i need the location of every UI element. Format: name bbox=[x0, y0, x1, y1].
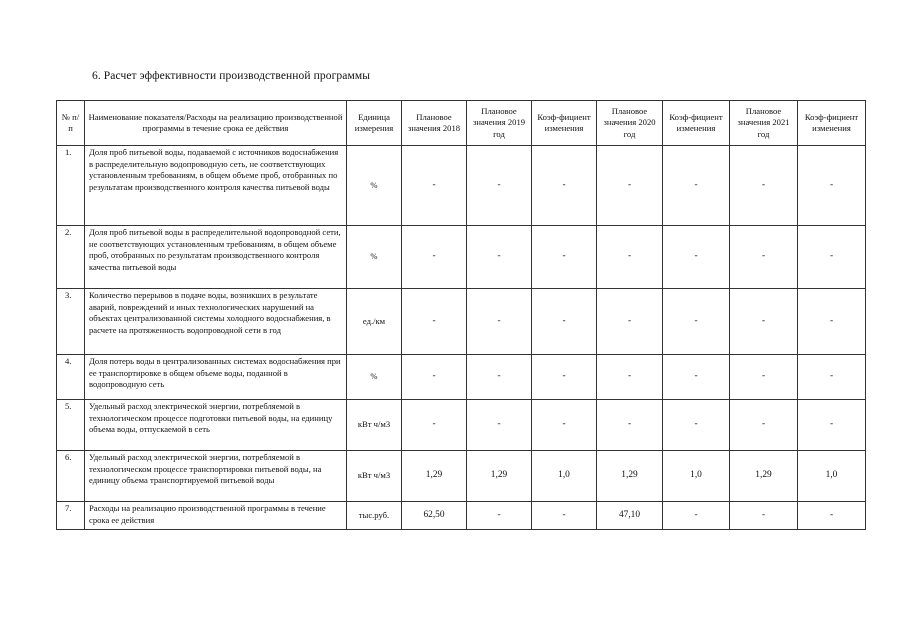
row-number: 1. bbox=[57, 146, 85, 226]
row-unit: % bbox=[347, 146, 402, 226]
row-value: - bbox=[663, 400, 730, 451]
row-value: 1,0 bbox=[663, 451, 730, 502]
row-indicator-name: Доля потерь воды в централизованных системах водоснабжения при ее транспортировке в общем объеме воды, поданной в водопроводную сеть bbox=[85, 355, 347, 400]
row-unit: % bbox=[347, 226, 402, 289]
row-value: - bbox=[532, 502, 597, 530]
row-number: 5. bbox=[57, 400, 85, 451]
header-num: № п/п bbox=[57, 101, 85, 146]
row-value: - bbox=[402, 146, 467, 226]
row-value: - bbox=[467, 502, 532, 530]
row-value: - bbox=[532, 146, 597, 226]
row-value: - bbox=[798, 226, 866, 289]
table-row bbox=[57, 289, 866, 355]
row-number: 3. bbox=[57, 289, 85, 355]
row-value: - bbox=[467, 289, 532, 355]
row-indicator-name: Количество перерывов в подаче воды, возникших в результате аварий, повреждений и иных технологических нарушений на объектах централизованной системы холодного водоснабжения, в расчете на протяженность водопроводной сети в год bbox=[85, 289, 347, 355]
row-value: - bbox=[663, 289, 730, 355]
row-value: - bbox=[597, 226, 663, 289]
row-value: - bbox=[467, 226, 532, 289]
section-title: 6. Расчет эффективности производственной программы bbox=[92, 70, 371, 82]
row-unit: кВт ч/м3 bbox=[347, 400, 402, 451]
header-name: Наименование показателя/Расходы на реализацию производственной программы в течение срока ее действия bbox=[85, 101, 347, 146]
header-row bbox=[57, 101, 866, 146]
row-value: - bbox=[730, 289, 798, 355]
row-value: - bbox=[597, 289, 663, 355]
row-value: - bbox=[532, 400, 597, 451]
row-number: 2. bbox=[57, 226, 85, 289]
row-value: - bbox=[663, 226, 730, 289]
row-value: - bbox=[597, 355, 663, 400]
header-plan-2021: Плановое значения 2021 год bbox=[730, 101, 798, 146]
row-value: 1,29 bbox=[730, 451, 798, 502]
row-value: - bbox=[798, 289, 866, 355]
header-plan-2019: Плановое значения 2019 год bbox=[467, 101, 532, 146]
row-value: - bbox=[798, 355, 866, 400]
row-value: - bbox=[532, 289, 597, 355]
row-value: - bbox=[402, 355, 467, 400]
row-value: 1,29 bbox=[467, 451, 532, 502]
header-coef-1: Коэф-фициент изменения bbox=[532, 101, 597, 146]
table-row bbox=[57, 400, 866, 451]
row-indicator-name: Доля проб питьевой воды в распределительной водопроводной сети, не соответствующих установленным требованиям, в общем объеме проб, отобранных по результатам производственного контроля качества питьевой воды bbox=[85, 226, 347, 289]
row-unit: тыс.руб. bbox=[347, 502, 402, 530]
header-unit: Единица измерения bbox=[347, 101, 402, 146]
row-value: - bbox=[402, 400, 467, 451]
header-coef-3: Коэф-фициент изменения bbox=[798, 101, 866, 146]
table-row bbox=[57, 226, 866, 289]
row-number: 6. bbox=[57, 451, 85, 502]
row-value: - bbox=[730, 502, 798, 530]
row-value: - bbox=[730, 226, 798, 289]
row-unit: кВт ч/м3 bbox=[347, 451, 402, 502]
row-value: - bbox=[663, 146, 730, 226]
row-value: - bbox=[467, 400, 532, 451]
row-value: - bbox=[467, 146, 532, 226]
row-number: 7. bbox=[57, 502, 85, 530]
row-value: - bbox=[597, 400, 663, 451]
row-indicator-name: Доля проб питьевой воды, подаваемой с источников водоснабжения в распределительную водопроводную сеть, не соответствующих установленным требованиям, в общем объеме проб, отобранных по результатам производственного контроля качества питьевой воды bbox=[85, 146, 347, 226]
table-row bbox=[57, 502, 866, 530]
table-row bbox=[57, 355, 866, 400]
row-value: 1,0 bbox=[532, 451, 597, 502]
row-value: - bbox=[532, 355, 597, 400]
header-coef-2: Коэф-фициент изменения bbox=[663, 101, 730, 146]
header-plan-2018: Плановое значения 2018 bbox=[402, 101, 467, 146]
row-value: 47,10 bbox=[597, 502, 663, 530]
row-value: 1,0 bbox=[798, 451, 866, 502]
row-value: - bbox=[467, 355, 532, 400]
row-value: - bbox=[663, 355, 730, 400]
table-row bbox=[57, 451, 866, 502]
row-value: - bbox=[597, 146, 663, 226]
row-number: 4. bbox=[57, 355, 85, 400]
row-indicator-name: Расходы на реализацию производственной программы в течение срока ее действия bbox=[85, 502, 347, 530]
row-value: - bbox=[798, 400, 866, 451]
row-unit: ед./км bbox=[347, 289, 402, 355]
row-value: - bbox=[798, 146, 866, 226]
row-value: - bbox=[798, 502, 866, 530]
row-value: - bbox=[402, 289, 467, 355]
table-row bbox=[57, 146, 866, 226]
row-value: 1,29 bbox=[597, 451, 663, 502]
row-value: - bbox=[730, 146, 798, 226]
row-value: 1,29 bbox=[402, 451, 467, 502]
row-indicator-name: Удельный расход электрической энергии, потребляемой в технологическом процессе транспортировки питьевой воды, на единицу объема транспортируемой питьевой воды bbox=[85, 451, 347, 502]
row-unit: % bbox=[347, 355, 402, 400]
row-value: - bbox=[402, 226, 467, 289]
header-plan-2020: Плановое значения 2020 год bbox=[597, 101, 663, 146]
efficiency-table bbox=[56, 100, 866, 530]
row-value: - bbox=[663, 502, 730, 530]
row-value: - bbox=[730, 400, 798, 451]
row-value: - bbox=[730, 355, 798, 400]
row-value: - bbox=[532, 226, 597, 289]
row-value: 62,50 bbox=[402, 502, 467, 530]
row-indicator-name: Удельный расход электрической энергии, потребляемой в технологическом процессе подготовки питьевой воды, на единицу объема воды, отпускаемой в сеть bbox=[85, 400, 347, 451]
